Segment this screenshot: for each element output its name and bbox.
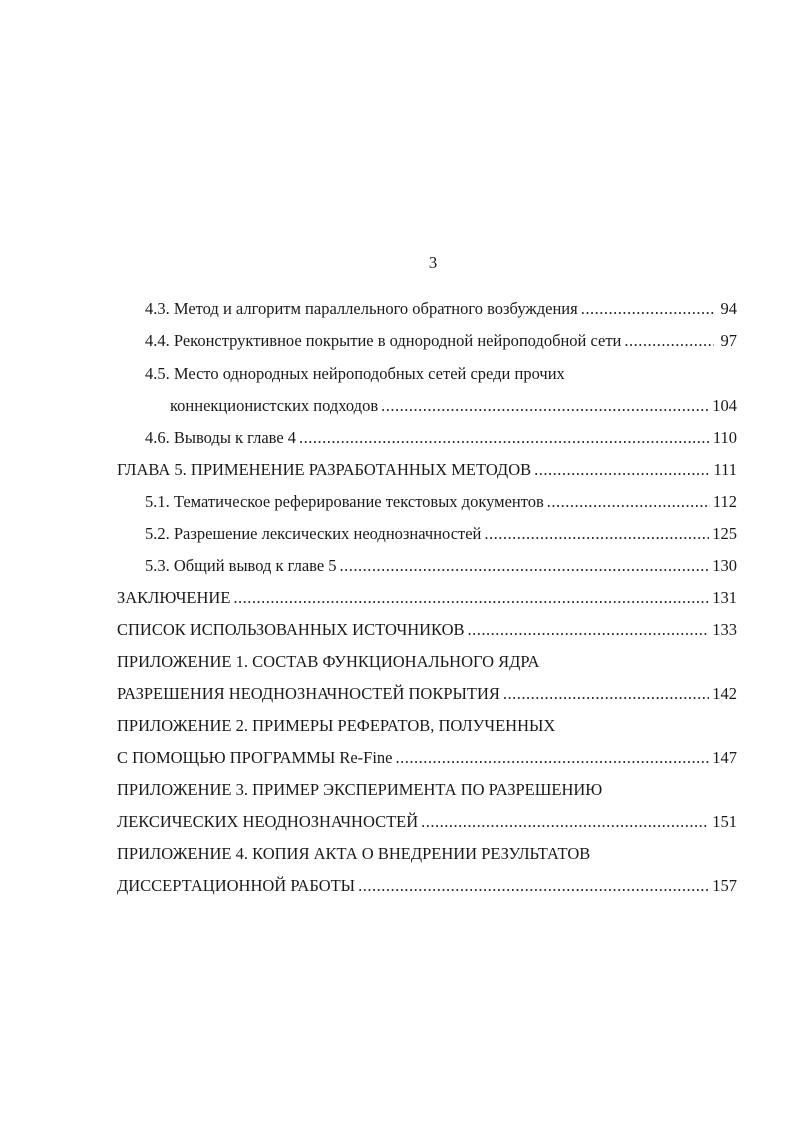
dot-leader (233, 585, 709, 611)
toc-entry-page: 147 (712, 748, 737, 767)
toc-entry-title: ПРИЛОЖЕНИЕ 4. КОПИЯ АКТА О ВНЕДРЕНИИ РЕЗУЛЬТАТОВ (117, 844, 591, 863)
toc-entry-page: 142 (712, 684, 737, 703)
toc-entry[interactable] (117, 617, 737, 643)
dot-leader (624, 328, 714, 354)
toc-entry[interactable] (117, 841, 737, 867)
toc-entry-page: 112 (712, 492, 737, 511)
toc-entry[interactable] (117, 777, 737, 803)
toc-entry-page: 133 (712, 620, 737, 639)
dot-leader (358, 873, 709, 899)
toc-entry-title: 4.5. Место однородных нейроподобных сетей среди прочих (145, 364, 565, 383)
toc-entry-page: 111 (713, 460, 737, 479)
toc-entry[interactable] (145, 425, 737, 451)
dot-leader (547, 489, 710, 515)
dot-leader (396, 745, 710, 771)
toc-entry-title: ЛЕКСИЧЕСКИХ НЕОДНОЗНАЧНОСТЕЙ (117, 812, 419, 831)
toc-entry-page: 104 (712, 396, 737, 415)
toc-entry-page: 125 (712, 524, 737, 543)
toc-entry-title: ПРИЛОЖЕНИЕ 1. СОСТАВ ФУНКЦИОНАЛЬНОГО ЯДРА (117, 652, 540, 671)
toc-entry-page: 97 (720, 331, 737, 350)
dot-leader (484, 521, 709, 547)
toc-entry-title: С ПОМОЩЬЮ ПРОГРАММЫ Re-Fine (117, 748, 393, 767)
toc-entry-title: 4.6. Выводы к главе 4 (145, 428, 297, 447)
toc-entry-page: 130 (712, 556, 737, 575)
dot-leader (581, 296, 714, 322)
toc-entry-title: ГЛАВА 5. ПРИМЕНЕНИЕ РАЗРАБОТАННЫХ МЕТОДОВ (117, 460, 532, 479)
toc-entry[interactable] (117, 649, 737, 675)
toc-entry[interactable] (145, 521, 737, 547)
toc-entry[interactable] (117, 809, 737, 835)
toc-entry[interactable] (117, 745, 737, 771)
toc-entry-page: 94 (720, 299, 737, 318)
toc-entry[interactable] (117, 681, 737, 707)
page-number: 3 (428, 253, 438, 272)
dot-leader (381, 393, 709, 419)
toc-entry[interactable] (145, 328, 737, 354)
toc-entry-page: 151 (712, 812, 737, 831)
dot-leader (299, 425, 710, 451)
toc-entry-title: ДИССЕРТАЦИОННОЙ РАБОТЫ (117, 876, 356, 895)
toc-entry[interactable] (170, 393, 737, 419)
toc-entry[interactable] (117, 457, 737, 483)
toc-entry[interactable] (145, 361, 737, 387)
toc-entry[interactable] (117, 873, 737, 899)
dot-leader (534, 457, 710, 483)
toc-entry-title: РАЗРЕШЕНИЯ НЕОДНОЗНАЧНОСТЕЙ ПОКРЫТИЯ (117, 684, 500, 703)
toc-entry-title: 5.1. Тематическое реферирование текстовых документов (145, 492, 544, 511)
toc-entry[interactable] (117, 713, 737, 739)
toc-entry[interactable] (145, 296, 737, 322)
toc-entry[interactable] (117, 585, 737, 611)
toc-entry-title: 4.3. Метод и алгоритм параллельного обратного возбуждения (145, 299, 578, 318)
dot-leader (340, 553, 710, 579)
toc-entry-page: 131 (712, 588, 737, 607)
dot-leader (421, 809, 709, 835)
toc-entry-title: 4.4. Реконструктивное покрытие в однородной нейроподобной сети (145, 331, 622, 350)
toc-entry-title: 5.3. Общий вывод к главе 5 (145, 556, 337, 575)
toc-entry[interactable] (145, 553, 737, 579)
toc-entry-title: ПРИЛОЖЕНИЕ 3. ПРИМЕР ЭКСПЕРИМЕНТА ПО РАЗРЕШЕНИЮ (117, 780, 603, 799)
toc-entry-title: ЗАКЛЮЧЕНИЕ (117, 588, 231, 607)
toc-entry-title: 5.2. Разрешение лексических неоднозначностей (145, 524, 482, 543)
dot-leader (468, 617, 710, 643)
toc-entry-title: коннекционистских подходов (170, 396, 379, 415)
dot-leader (503, 681, 709, 707)
toc-entry-title: ПРИЛОЖЕНИЕ 2. ПРИМЕРЫ РЕФЕРАТОВ, ПОЛУЧЕННЫХ (117, 716, 556, 735)
toc-entry-page: 110 (712, 428, 737, 447)
toc-entry[interactable] (145, 489, 737, 515)
toc-entry-title: СПИСОК ИСПОЛЬЗОВАННЫХ ИСТОЧНИКОВ (117, 620, 465, 639)
toc-entry-page: 157 (712, 876, 737, 895)
